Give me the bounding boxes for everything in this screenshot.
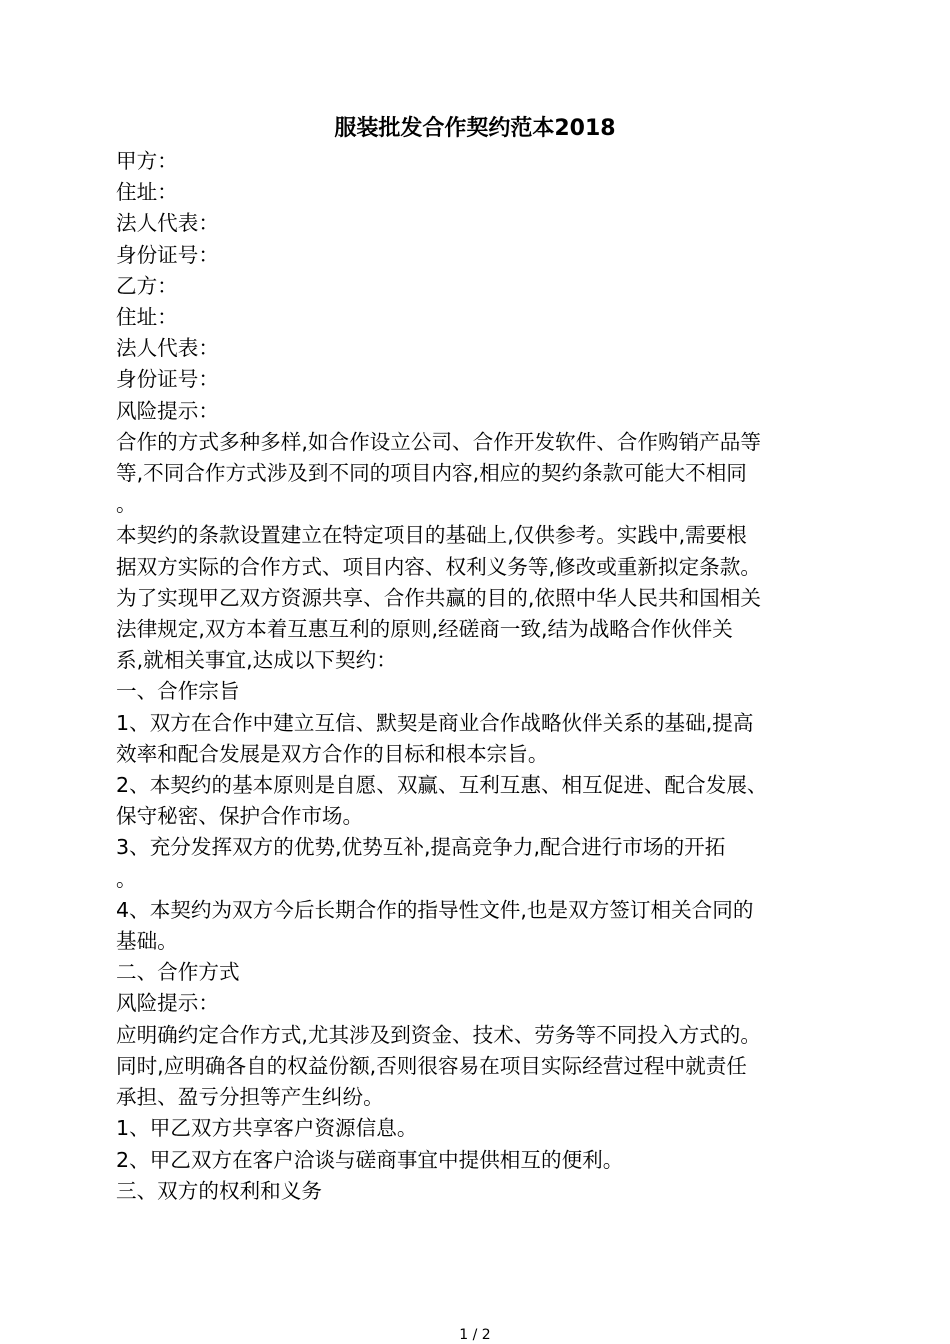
text-line: 本契约的条款设置建立在特定项目的基础上,仅供参考。实践中,需要根 (116, 523, 747, 548)
text-line: 1、甲乙双方共享客户资源信息。 (116, 1116, 418, 1141)
text-line: 风险提示： (116, 398, 219, 423)
text-line: 法人代表： (116, 211, 219, 236)
text-line: 合作的方式多种多样,如合作设立公司、合作开发软件、合作购销产品等 (116, 429, 761, 454)
text-line: 法人代表： (116, 336, 219, 361)
text-line: 身份证号： (116, 242, 219, 267)
text-line: 保守秘密、保护合作市场。 (116, 804, 364, 829)
text-line: 风险提示： (116, 991, 219, 1016)
section-heading: 二、合作方式 (116, 960, 240, 985)
text-line: 住址： (116, 305, 178, 330)
text-line: 甲方： (116, 149, 178, 173)
text-line: 等,不同合作方式涉及到不同的项目内容,相应的契约条款可能大不相同 (116, 461, 747, 486)
page-number: 1 / 2 (459, 1327, 491, 1343)
text-line: 2、甲乙双方在客户洽谈与磋商事宜中提供相互的便利。 (116, 1147, 624, 1172)
section-heading: 三、双方的权利和义务 (116, 1178, 322, 1203)
text-line: 乙方： (116, 273, 178, 298)
text-line: 同时,应明确各自的权益份额,否则很容易在项目实际经营过程中就责任 (116, 1053, 747, 1078)
text-line: 基础。 (116, 929, 178, 954)
text-line: 4、本契约为双方今后长期合作的指导性文件,也是双方签订相关合同的 (116, 897, 754, 922)
text-line: 。 (116, 866, 137, 891)
text-line: 身份证号： (116, 367, 219, 392)
text-line: 2、本契约的基本原则是自愿、双赢、互利互惠、相互促进、配合发展、 (116, 773, 768, 798)
text-line: 住址： (116, 180, 178, 205)
section-heading: 一、合作宗旨 (116, 679, 240, 704)
text-line: 应明确约定合作方式,尤其涉及到资金、技术、劳务等不同投入方式的。 (116, 1022, 761, 1047)
text-line: 据双方实际的合作方式、项目内容、权利义务等,修改或重新拟定条款。 (116, 554, 761, 579)
text-line: 系,就相关事宜,达成以下契约： (116, 648, 397, 673)
text-line: 。 (116, 492, 137, 517)
text-line: 效率和配合发展是双方合作的目标和根本宗旨。 (116, 741, 549, 766)
text-line: 1、双方在合作中建立互信、默契是商业合作战略伙伴关系的基础,提高 (116, 710, 754, 735)
text-line: 承担、盈亏分担等产生纠纷。 (116, 1085, 384, 1110)
document-title: 服装批发合作契约范本2018 (334, 116, 616, 141)
text-line: 为了实现甲乙双方资源共享、合作共赢的目的,依照中华人民共和国相关 (116, 585, 761, 610)
text-line: 3、充分发挥双方的优势,优势互补,提高竞争力,配合进行市场的开拓 (116, 835, 726, 860)
document-body (116, 146, 836, 1207)
text-line: 法律规定,双方本着互惠互利的原则,经磋商一致,结为战略合作伙伴关 (116, 617, 733, 642)
